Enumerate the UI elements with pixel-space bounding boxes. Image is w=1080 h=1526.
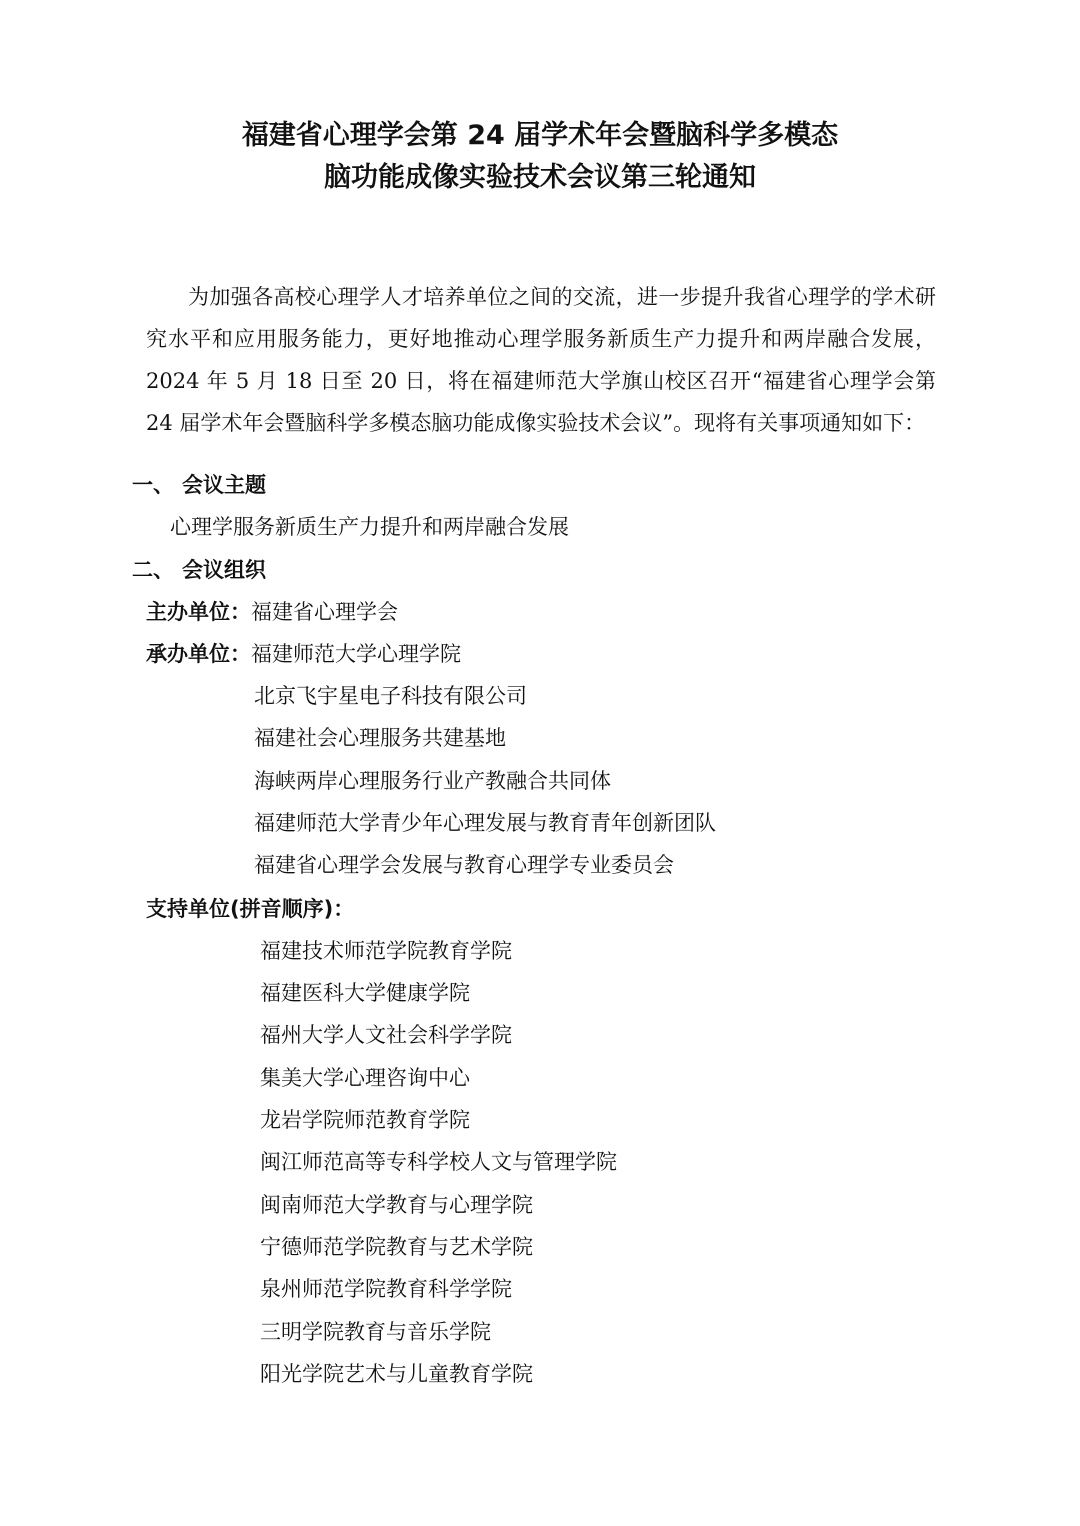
- host-label: 主办单位：: [146, 600, 251, 624]
- host-value: 福建省心理学会: [251, 600, 398, 624]
- host-row: [146, 597, 398, 627]
- support-label: 支持单位(拼音顺序)：: [146, 897, 355, 921]
- organizer-item: 福建省心理学会发展与教育心理学专业委员会: [254, 853, 674, 877]
- supporter-item: 泉州师范学院教育科学学院: [260, 1277, 512, 1301]
- supporter-item: 福建技术师范学院教育学院: [260, 939, 512, 963]
- supporter-item: 集美大学心理咨询中心: [260, 1066, 470, 1090]
- section-1-content: 心理学服务新质生产力提升和两岸融合发展: [170, 515, 569, 539]
- document-title-line-1: 福建省心理学会第 24 届学术年会暨脑科学多模态: [241, 120, 839, 151]
- supporter-item: 三明学院教育与音乐学院: [260, 1320, 491, 1344]
- supporter-item: 龙岩学院师范教育学院: [260, 1108, 470, 1132]
- section-2-heading: [132, 555, 266, 585]
- organizer-item: 福建师范大学心理学院: [251, 642, 461, 666]
- supporter-item: 宁德师范学院教育与艺术学院: [260, 1235, 533, 1259]
- supporter-item: 阳光学院艺术与儿童教育学院: [260, 1362, 533, 1386]
- supporter-item: 福建医科大学健康学院: [260, 981, 470, 1005]
- supporter-item: 闽南师范大学教育与心理学院: [260, 1193, 533, 1217]
- organizer-item: 海峡两岸心理服务行业产教融合共同体: [254, 769, 611, 793]
- supporter-item: 福州大学人文社会科学学院: [260, 1023, 512, 1047]
- section-1-title: 会议主题: [182, 473, 266, 497]
- organizer-item: 福建师范大学青少年心理发展与教育青年创新团队: [254, 811, 716, 835]
- section-2-title: 会议组织: [182, 558, 266, 582]
- supporter-item: 闽江师范高等专科学校人文与管理学院: [260, 1150, 617, 1174]
- section-1-heading: [132, 470, 266, 500]
- organizer-row: [146, 639, 461, 669]
- organizer-item: 福建社会心理服务共建基地: [254, 726, 506, 750]
- organizer-label: 承办单位：: [146, 642, 251, 666]
- document-title-line-2: 脑功能成像实验技术会议第三轮通知: [324, 162, 756, 193]
- section-1-number: 一、: [132, 473, 174, 497]
- section-2-number: 二、: [132, 558, 174, 582]
- intro-paragraph: 为加强各高校心理学人才培养单位之间的交流，进一步提升我省心理学的学术研究水平和应用服务能力，更好地推动心理学服务新质生产力提升和两岸融合发展，2024 年 5 月 18 日至 20 日，将在福建师范大学旗山校区召开“福建省心理学会第 24 届学术年会暨脑科学多模态脑功能成像实验技术会议”。现将有关事项通知如下：: [146, 285, 936, 435]
- organizer-item: 北京飞宇星电子科技有限公司: [254, 684, 527, 708]
